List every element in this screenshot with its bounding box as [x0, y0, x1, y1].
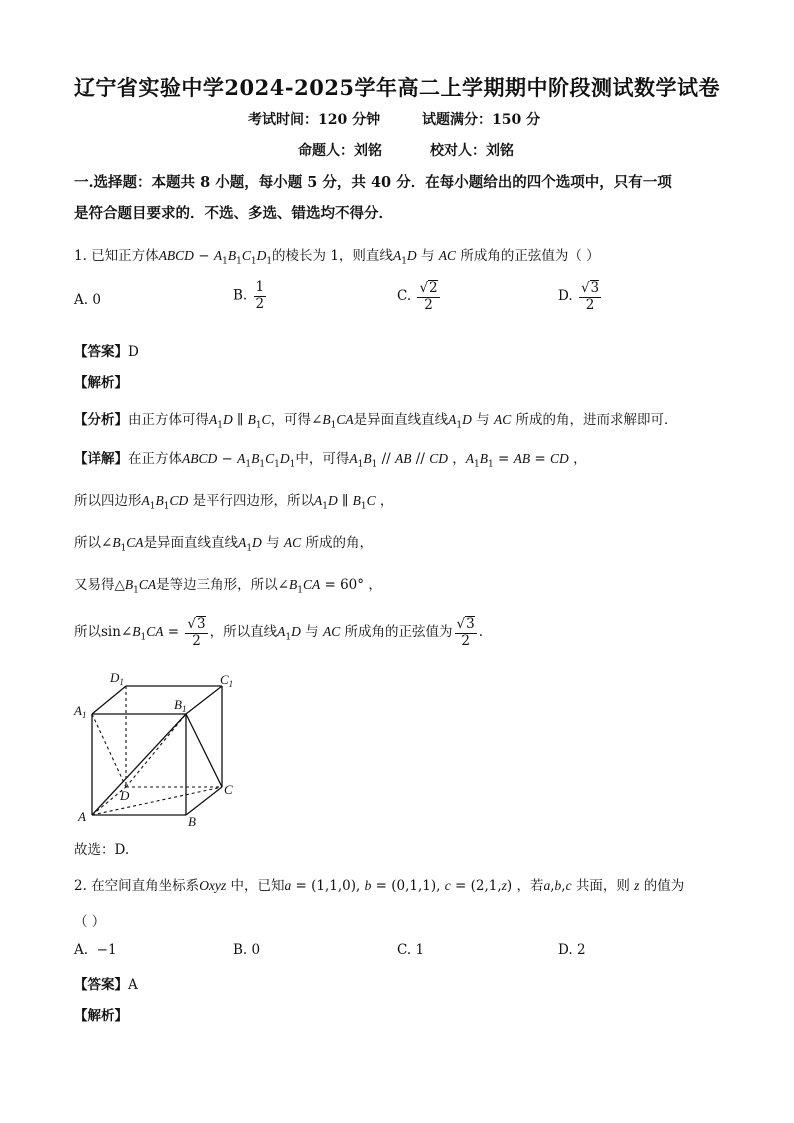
option-d[interactable]: D. $\frac{√3}{2}$	[558, 280, 600, 313]
full-score: 试题满分：150 分	[422, 112, 541, 128]
edge-a1-d1	[92, 686, 126, 714]
hidden-edge-d-b1	[126, 714, 186, 787]
cube-figure	[70, 668, 245, 828]
edge-b1-c1	[186, 686, 222, 714]
analysis-tag-1: 【解析】	[74, 375, 128, 391]
q2-option-d[interactable]: D. 2	[558, 942, 586, 958]
question-number: 2.	[74, 878, 87, 894]
vertex-label-b1: $B_1$	[174, 697, 187, 714]
hidden-edge-a1-d	[92, 714, 126, 787]
vertex-label-c1: $C_1$	[220, 672, 234, 689]
q2-option-c[interactable]: C. 1	[397, 942, 425, 958]
xiangjie-line-2: 所以四边形$A_1B_1CD$ 是平行四边形，所以$A_1D$ ∥ $B_1C$ ，	[74, 493, 394, 512]
reviewer: 校对人：刘铭	[430, 143, 514, 159]
section-header-line2: 是符合题目要求的．不选、多选、错选均不得分．	[74, 205, 393, 222]
q2-option-b[interactable]: B. 0	[233, 942, 261, 958]
edge-a-b1	[92, 714, 186, 815]
author: 命题人：刘铭	[298, 143, 382, 159]
choice-line: 故选：D.	[74, 842, 130, 858]
question-2-paren: （ ）	[74, 914, 106, 930]
edge-b1-c	[186, 714, 222, 787]
answer-2: 【答案】A	[74, 977, 138, 993]
hidden-edge-a-c	[92, 787, 222, 815]
analysis-tag-2: 【解析】	[74, 1008, 128, 1024]
xiangjie-line-3: 所以$\angle B_1CA$是异面直线直线$A_1D$ 与 AC 所成的角，	[74, 535, 373, 554]
option-b[interactable]: B. $\frac{1}{2}$	[233, 279, 265, 312]
xiangjie-line-1: 【详解】在正方体ABCD − $A_1B_1C_1D_1$中，可得$A_1B_1$ // AB // CD ，$A_1B_1$ = AB = CD ，	[74, 451, 587, 470]
exam-time: 考试时间：120 分钟	[248, 112, 381, 128]
vertex-label-a: A	[78, 809, 86, 824]
xiangjie-line-4: 又易得$\triangle B_1CA$是等边三角形，所以$\angle B_1CA = 60^\circ$ ，	[74, 577, 382, 596]
section-header-line1: 一.选择题：本题共 8 小题，每小题 5 分，共 40 分．在每小题给出的四个选项中，只有一项	[74, 174, 672, 191]
option-a[interactable]: A. 0	[74, 292, 101, 308]
option-c[interactable]: C. $\frac{√2}{2}$	[397, 280, 438, 313]
question-2: 2. 在空间直角坐标系Oxyz 中，已知a = (1,1,0), b = (0,1,1), c = (2,1,z) ，若a,b,c 共面，则 z 的值为	[74, 878, 685, 894]
question-number: 1.	[74, 248, 87, 264]
xiangjie-line-5: 所以$\sin\angle B_1CA$ = $\frac{√3}{2}$ ，所以直线$A_1D$ 与 AC 所成角的正弦值为 $\frac{√3}{2}$ .	[74, 616, 484, 649]
vertex-label-d1: $D_1$	[110, 670, 124, 687]
page-title: 辽宁省实验中学2024-2025学年高二上学期期中阶段测试数学试卷	[73, 75, 721, 100]
vertex-label-d: D	[120, 788, 130, 803]
vertex-label-b: B	[188, 814, 196, 828]
question-1: 1. 已知正方体ABCD − $A_1B_1C_1D_1$的棱长为 1，则直线$A_1D$ 与 AC 所成角的正弦值为（ ）	[74, 248, 600, 267]
vertex-label-a1: $A_1$	[74, 703, 87, 720]
vertex-label-c: C	[224, 782, 233, 797]
answer-1: 【答案】D	[74, 344, 139, 360]
fenxi-line: 【分析】由正方体可得$A_1D$ ∥ $B_1C$，可得$\angle B_1CA$是异面直线直线$A_1D$ 与 AC 所成的角，进而求解即可．	[74, 412, 678, 431]
q2-option-a[interactable]: A. −1	[74, 942, 117, 958]
